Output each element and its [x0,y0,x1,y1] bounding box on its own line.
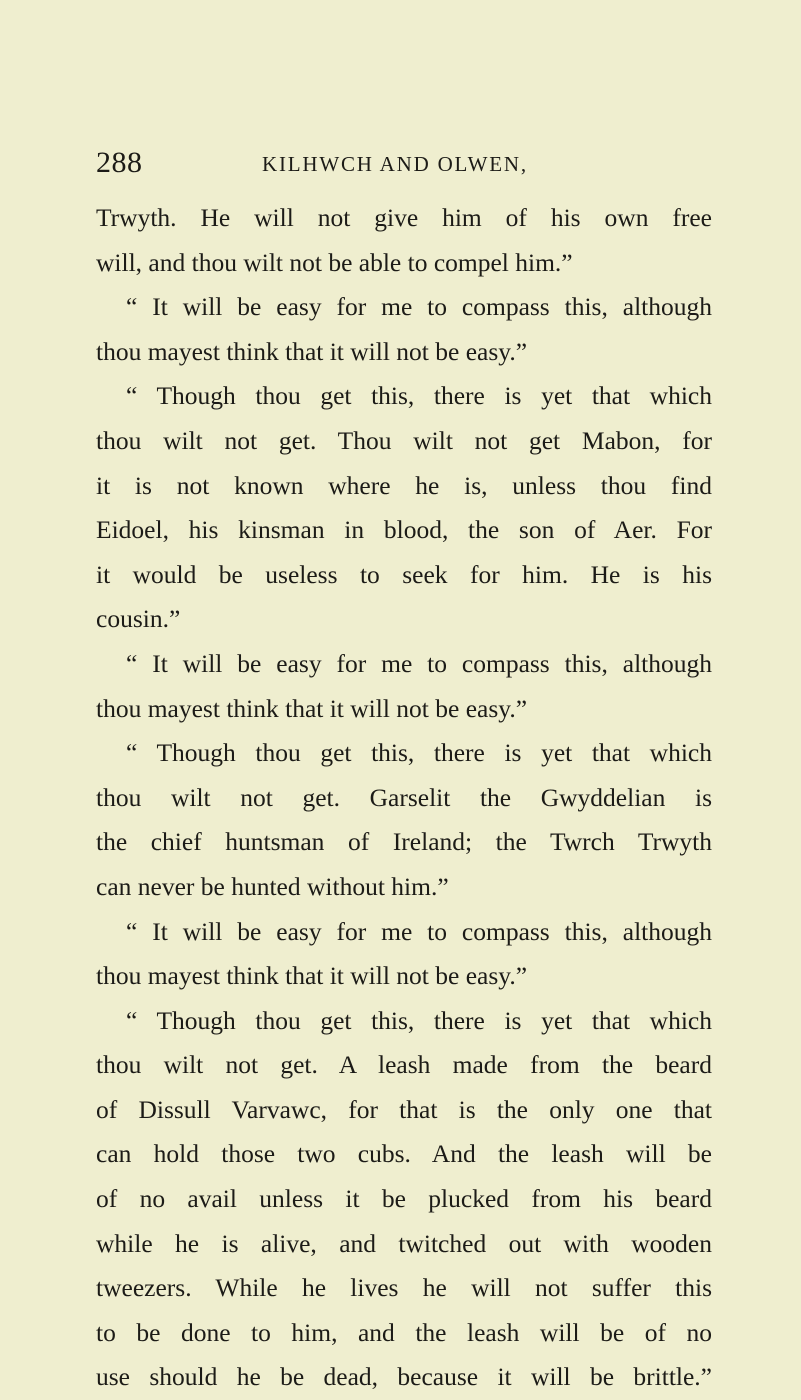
text-line: the chief huntsman of Ireland; the Twrch Trwyth [96,827,712,857]
text-line: “ Though thou get this, there is yet that which [126,381,712,411]
text-line: it would be useless to seek for him. He is his [96,559,712,589]
text-line: “ Though thou get this, there is yet that which [126,1005,712,1035]
text-line: “ It will be easy for me to compass this, although [126,292,712,322]
text-line: can never be hunted without him.” [96,871,449,901]
page-header [96,146,716,182]
text-line: thou mayest think that it will not be easy.” [96,336,528,366]
text-line: use should he be dead, because it will be brittle.” [96,1362,712,1392]
page-number: 288 [96,146,143,179]
text-line: “ Though thou get this, there is yet that which [126,738,712,768]
text-line: thou wilt not get. A leash made from the beard [96,1050,712,1080]
text-line: Eidoel, his kinsman in blood, the son of Aer. For [96,515,712,545]
text-line: thou mayest think that it will not be easy.” [96,961,528,991]
text-line: thou mayest think that it will not be easy.” [96,693,528,723]
text-line: will, and thou wilt not be able to compel him.” [96,247,573,277]
text-line: cousin.” [96,604,181,634]
text-line: tweezers. While he lives he will not suffer this [96,1273,712,1303]
text-line: it is not known where he is, unless thou find [96,470,712,500]
text-line: thou wilt not get. Garselit the Gwyddelian is [96,782,712,812]
text-line: “ It will be easy for me to compass this, although [126,648,712,678]
text-line: Trwyth. He will not give him of his own free [96,203,712,232]
text-line: thou wilt not get. Thou wilt not get Mabon, for [96,425,712,455]
text-line: can hold those two cubs. And the leash will be [96,1139,712,1169]
body-text [96,196,712,1400]
text-line: to be done to him, and the leash will be of no [96,1317,712,1347]
text-line: of no avail unless it be plucked from his beard [96,1184,712,1214]
text-line: while he is alive, and twitched out with wooden [96,1228,712,1258]
running-head: KILHWCH AND OLWEN, [262,152,528,176]
text-line: “ It will be easy for me to compass this, although [126,916,712,946]
text-line: of Dissull Varvawc, for that is the only one that [96,1094,712,1124]
